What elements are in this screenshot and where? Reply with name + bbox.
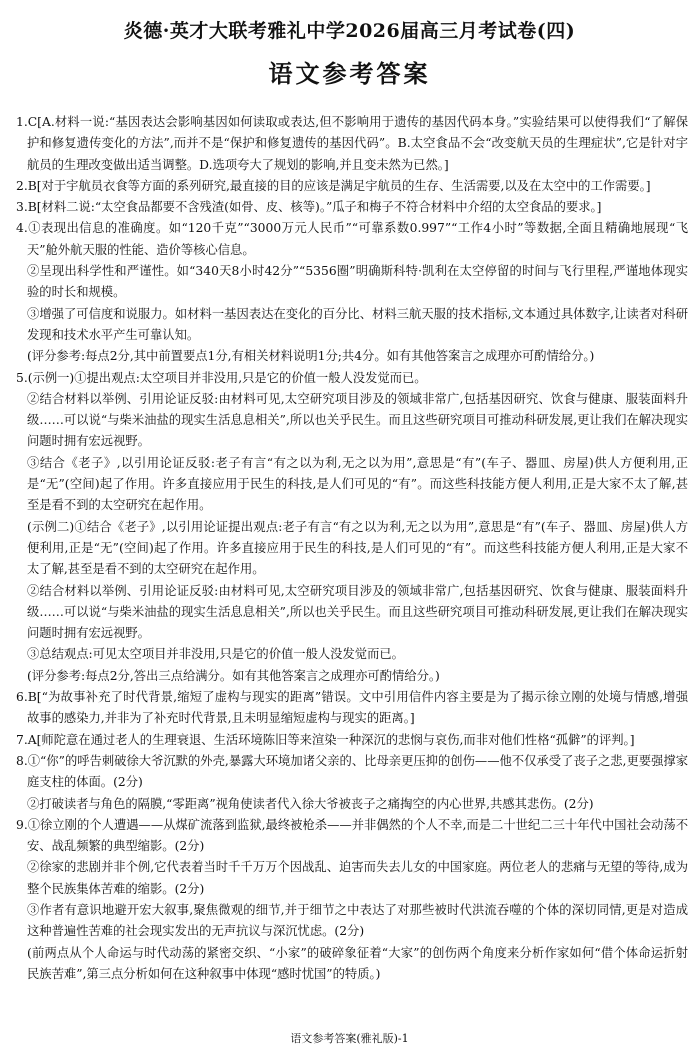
answer-q9-note: (前两点从个人命运与时代动荡的紧密交织、“小家”的破碎象征着“大家”的创伤两个角度来分析作家如何“借个体命运折射民族苦难”,第三点分析如何在这种叙事中体现“感时忧国”的特质。) bbox=[27, 945, 688, 981]
answer-q4-scoring: (评分参考:每点2分,其中前置要点1分,有相关材料说明1分;共4分。如有其他答案言之成理亦可酌情给分。) bbox=[27, 349, 595, 364]
answer-q5-example1-point3: ③结合《老子》,以引用论证反驳:老子有言“有之以为利,无之以为用”,意思是“有”(车子、器皿、房屋)供人方便利用,正是“无”(空间)起了作用。许多直接应用于民生的科技,是人们可见的“有”。而这些科技能方便人利用,正是大家不太了解,甚至是看不到的太空研究在起作用。 bbox=[27, 455, 688, 513]
page-subtitle: 语文参考答案 bbox=[268, 60, 431, 88]
answer-q6: 6.B[“为故事补充了时代背景,缩短了虚构与现实的距离”错误。文中引用信件内容主要是为了揭示徐立刚的处境与情感,增强故事的感染力,并非为了补充时代背景,且未明显缩短虚构与现实的距离。] bbox=[16, 690, 688, 726]
answer-q2: 2.B[对于宇航员衣食等方面的系列研究,最直接的目的应该是满足宇航员的生存、生活需要,以及在太空中的工作需要。] bbox=[16, 178, 651, 193]
answer-q8-point2: ②打破读者与角色的隔膜,“零距离”视角使读者代入徐大爷被丧子之痛掏空的内心世界,共感其悲伤。(2分) bbox=[27, 796, 594, 811]
answer-q4-point3: ③增强了可信度和说服力。如材料一基因表达在变化的百分比、材料三航天服的技术指标,文本通过具体数字,让读者对科研发现和技术水平产生可靠认知。 bbox=[27, 306, 688, 342]
answer-q9-point1: 9.①徐立刚的个人遭遇——从煤矿流落到监狱,最终被枪杀——并非偶然的个人不幸,而是二十世纪二三十年代中国社会动荡不安、战乱频繁的典型缩影。(2分) bbox=[16, 817, 688, 854]
answer-q5-example2-point2: ②结合材料以举例、引用论证反驳:由材料可见,太空研究项目涉及的领域非常广,包括基因研究、饮食与健康、服装面料升级……可以说“与柴米油盐的现实生活息息相关”,所以也关乎民生。而且这些研究项目可推动科研发展,更让我们在解决现实问题时拥有宏远视野。 bbox=[27, 583, 688, 641]
answer-q5-example2-point3: ③总结观点:可见太空项目并非没用,只是它的价值一般人没发觉而已。 bbox=[27, 647, 404, 662]
answer-q9-point2: ②徐家的悲剧并非个例,它代表着当时千千万万个因战乱、迫害而失去儿女的中国家庭。两位老人的悲痛与无望的等待,成为整个民族集体苦难的缩影。(2分) bbox=[27, 860, 688, 896]
answer-q1: 1.C[A.材料一说:“基因表达会影响基因如何读取或表达,但不影响用于遗传的基因代码本身。”实验结果可以使得我们“了解保护和修复遗传变化的方法”,而并不是“保护和修复遗传的基因代码”。B.太空食品不会“改变航天员的生理症状”,它是针对宇航员的生理改变做出适当调整。D.选项夸大了规划的影响,并且变未然为已然。] bbox=[16, 115, 688, 172]
page-footer: 语文参考答案(雅礼版)-1 bbox=[290, 1032, 409, 1045]
page-title: 炎德·英才大联考雅礼中学2026届高三月考试卷(四) bbox=[123, 20, 576, 42]
answer-q4-point1: 4.①表现出信息的准确度。如“120千克”“3000万元人民币”“可靠系数0.997”“工作4小时”等数据,全面且精确地展现“飞天”舱外航天服的性能、造价等核心信息。 bbox=[16, 221, 688, 257]
answer-q5-scoring: (评分参考:每点2分,答出三点给满分。如有其他答案言之成理亦可酌情给分。) bbox=[27, 668, 440, 683]
answer-q5-example1-point1: 5.(示例一)①提出观点:太空项目并非没用,只是它的价值一般人没发觉而已。 bbox=[16, 370, 427, 385]
answer-list bbox=[16, 112, 688, 985]
answer-q9-point3: ③作者有意识地避开宏大叙事,聚焦微观的细节,并于细节之中表达了对那些被时代洪流吞噬的个体的深切同情,更是对造成这种普遍性苦难的社会现实发出的无声抗议与深沉忧虑。(2分) bbox=[27, 902, 688, 939]
answer-q4-point2: ②呈现出科学性和严谨性。如“340天8小时42分”“5356圈”明确斯科特·凯利在太空停留的时间与飞行里程,严谨地体现实验的时长和规模。 bbox=[27, 264, 688, 300]
answer-q8-point1: 8.①“你”的呼告刺破徐大爷沉默的外壳,暴露大环境加诸父亲的、比母亲更压抑的创伤——他不仅承受了丧子之悲,更要强撑家庭支柱的体面。(2分) bbox=[16, 753, 688, 790]
answer-q3: 3.B[材料二说:“太空食品都要不含残渣(如骨、皮、核等)。”瓜子和梅子不符合材料中介绍的太空食品的要求。] bbox=[16, 200, 602, 215]
answer-q5-example2-point1: (示例二)①结合《老子》,以引用论证提出观点:老子有言“有之以为利,无之以为用”,意思是“有”(车子、器皿、房屋)供人方便利用,正是“无”(空间)起了作用。许多直接应用于民生的科技,是人们可见的“有”。而这些科技能方便人利用,正是大家不太了解,甚至是看不到的太空研究在起作用。 bbox=[27, 519, 688, 577]
answer-q7: 7.A[师陀意在通过老人的生理衰退、生活环境陈旧等来渲染一种深沉的悲悯与哀伤,而非对他们性格“孤僻”的评判。] bbox=[16, 732, 635, 747]
answer-q5-example1-point2: ②结合材料以举例、引用论证反驳:由材料可见,太空研究项目涉及的领域非常广,包括基因研究、饮食与健康、服装面料升级……可以说“与柴米油盐的现实生活息息相关”,所以也关乎民生。而且这些研究项目可推动科研发展,更让我们在解决现实问题时拥有宏远视野。 bbox=[27, 391, 688, 449]
